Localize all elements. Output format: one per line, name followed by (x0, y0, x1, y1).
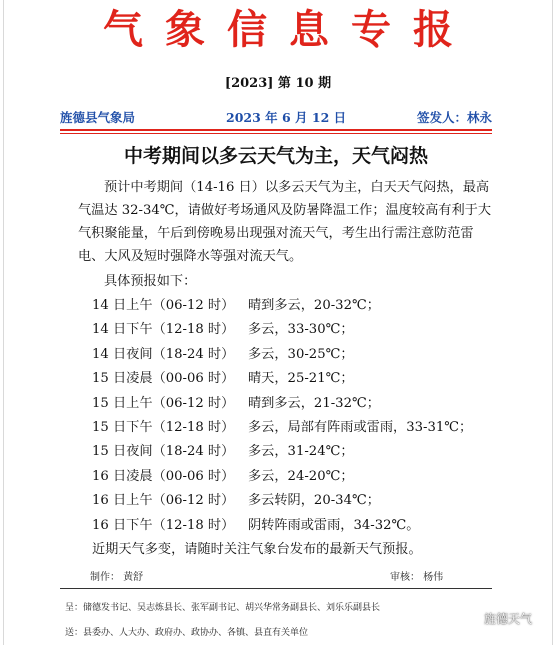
forecast-desc: 多云，局部有阵雨或雷雨，33-31℃； (248, 419, 473, 435)
distribution-cc: 送：县委办、人大办、政府办、政协办、各镇、县直有关单位 (65, 628, 309, 638)
forecast-row (92, 514, 472, 538)
forecast-row (92, 294, 472, 318)
forecast-desc: 多云，30-25℃； (248, 346, 354, 362)
forecast-time: 14 日下午（12-18 时） (92, 322, 235, 338)
forecast-desc: 晴天，25-21℃； (248, 371, 354, 387)
forecast-desc: 多云，24-20℃； (248, 468, 354, 484)
issue-number: [2023] 第 10 期 (224, 76, 332, 91)
forecast-desc: 阴转阵雨或雷雨，34-32℃。 (248, 517, 420, 533)
forecast-row (92, 367, 472, 391)
forecast-row (92, 489, 472, 513)
distribution-to: 呈：储德发书记、吴志炼县长、张军副书记、胡兴华常务副县长、刘乐乐副县长 (65, 603, 381, 613)
reviewer-credit: 审核： 杨伟 (390, 572, 444, 583)
forecast-row (92, 465, 472, 489)
forecast-time: 14 日夜间（18-24 时） (92, 346, 235, 362)
forecast-time: 15 日夜间（18-24 时） (92, 444, 235, 460)
forecast-desc: 多云转阴，20-34℃； (248, 493, 380, 509)
watermark-text: 旌德天气 (484, 611, 533, 626)
forecast-row (92, 318, 472, 342)
forecast-desc: 晴到多云，21-32℃； (248, 395, 380, 411)
account-watermark (454, 607, 532, 629)
forecast-row (92, 392, 472, 416)
header-rule-thin (60, 133, 492, 134)
forecast-time: 14 日上午（06-12 时） (92, 298, 235, 313)
masthead-title: 气象信息专报 (103, 6, 475, 53)
issue-date: 2023 年 6 月 12 日 (226, 110, 347, 125)
header-rule-thick (60, 129, 492, 131)
author-credit: 制作： 黄舒 (90, 572, 144, 583)
wechat-icon (454, 610, 480, 626)
forecast-time: 15 日下午（12-18 时） (92, 419, 235, 435)
agency-name: 旌德县气象局 (60, 110, 136, 125)
meta-row (60, 108, 492, 126)
closing-note: 近期天气多变，请随时关注气象台发布的最新天气预报。 (92, 542, 422, 557)
forecast-time: 16 日下午（12-18 时） (92, 517, 235, 533)
footer-rule (60, 588, 492, 589)
forecast-row (92, 440, 472, 464)
forecast-list (92, 294, 472, 538)
forecast-row (92, 343, 472, 367)
forecast-desc: 多云，33-30℃； (248, 322, 354, 338)
forecast-time: 15 日上午（06-12 时） (92, 395, 235, 411)
forecast-time: 15 日凌晨（00-06 时） (92, 371, 235, 387)
forecast-time: 16 日凌晨（00-06 时） (92, 468, 235, 484)
forecast-row (92, 416, 472, 440)
signer: 签发人：林永 (416, 110, 492, 125)
headline: 中考期间以多云天气为主，天气闷热 (123, 145, 428, 167)
forecast-desc: 晴到多云，20-32℃； (248, 298, 380, 313)
body-paragraph: 预计中考期间（14-16 日）以多云天气为主，白天天气闷热，最高气温达 32-34℃，请做好考场通风及防暑降温工作；温度较高有利于大气积聚能量，午后到傍晚易出现强对流天气，考生出行需注意防范雷电、大风及短时强降水等强对流天气。 (78, 180, 492, 264)
forecast-time: 16 日上午（06-12 时） (92, 493, 235, 509)
forecast-desc: 多云，31-24℃； (248, 444, 354, 460)
forecast-intro: 具体预报如下： (104, 274, 197, 289)
